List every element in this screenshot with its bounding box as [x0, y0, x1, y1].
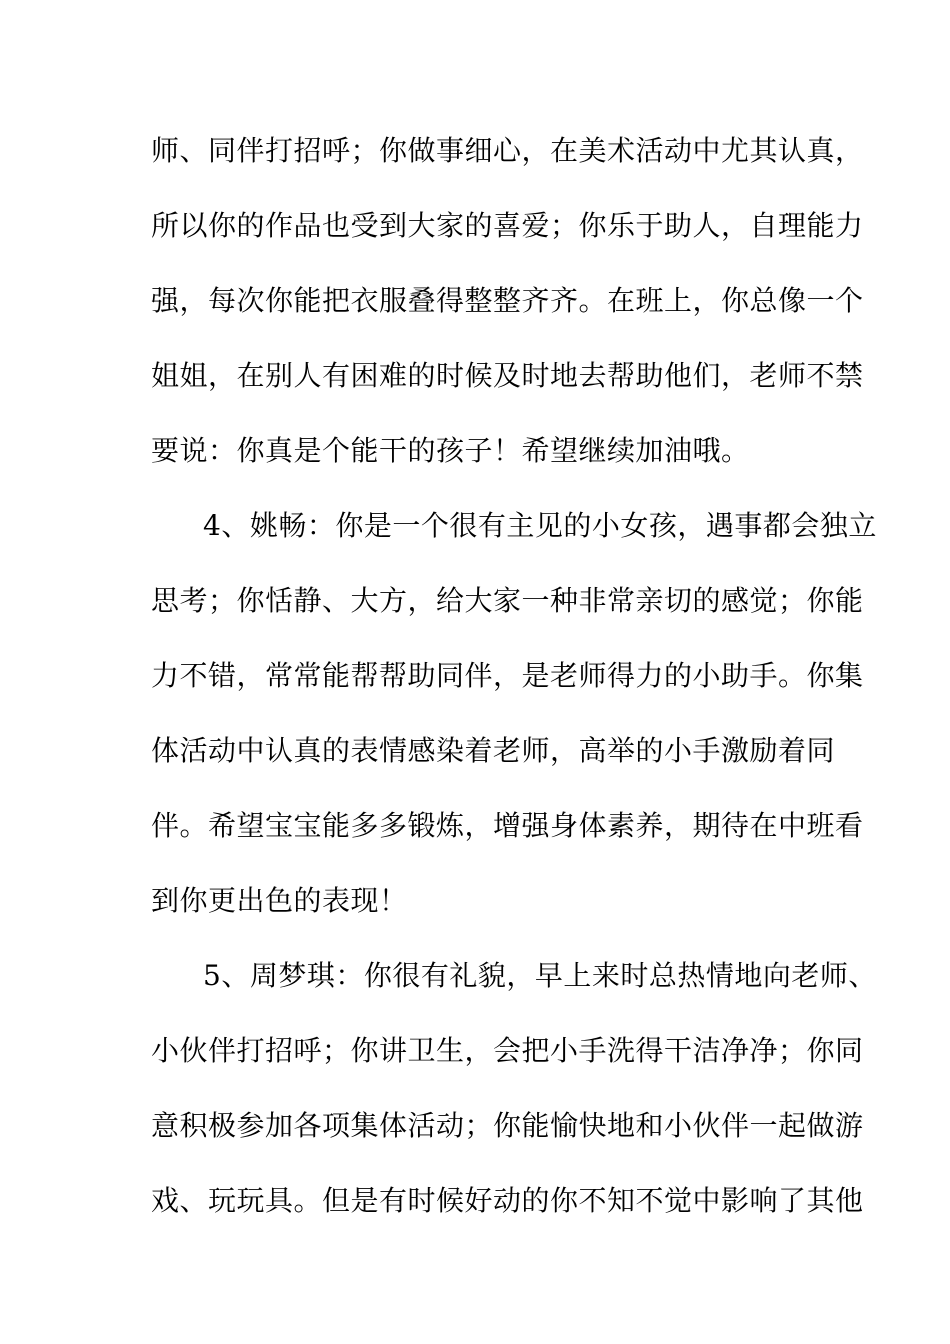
text-line: 姐姐，在别人有困难的时候及时地去帮助他们，老师不禁 [151, 359, 864, 392]
text-line: 所以你的作品也受到大家的喜爱；你乐于助人，自理能力 [151, 209, 864, 242]
text-line: 力不错，常常能帮帮助同伴，是老师得力的小助手。你集 [151, 659, 864, 692]
text-line: 伴。希望宝宝能多多锻炼，增强身体素养，期待在中班看 [151, 809, 864, 842]
text-line: 体活动中认真的表情感染着老师，高举的小手激励着同 [151, 734, 836, 767]
paragraph-start-line: 4、姚畅：你是一个很有主见的小女孩，遇事都会独立 [203, 509, 877, 542]
text-line: 戏、玩玩具。但是有时候好动的你不知不觉中影响了其他 [151, 1184, 864, 1217]
text-line: 要说：你真是个能干的孩子！希望继续加油哦。 [151, 434, 750, 467]
text-line: 师、同伴打招呼；你做事细心，在美术活动中尤其认真， [151, 134, 864, 167]
text-line: 小伙伴打招呼；你讲卫生，会把小手洗得干洁净净；你同 [151, 1034, 864, 1067]
paragraph-start-line: 5、周梦琪：你很有礼貌，早上来时总热情地向老师、 [203, 959, 877, 992]
text-line: 思考；你恬静、大方，给大家一种非常亲切的感觉；你能 [151, 584, 864, 617]
text-line: 强，每次你能把衣服叠得整整齐齐。在班上，你总像一个 [151, 284, 864, 317]
text-line: 到你更出色的表现！ [151, 884, 408, 917]
text-line: 意积极参加各项集体活动；你能愉快地和小伙伴一起做游 [151, 1109, 864, 1142]
